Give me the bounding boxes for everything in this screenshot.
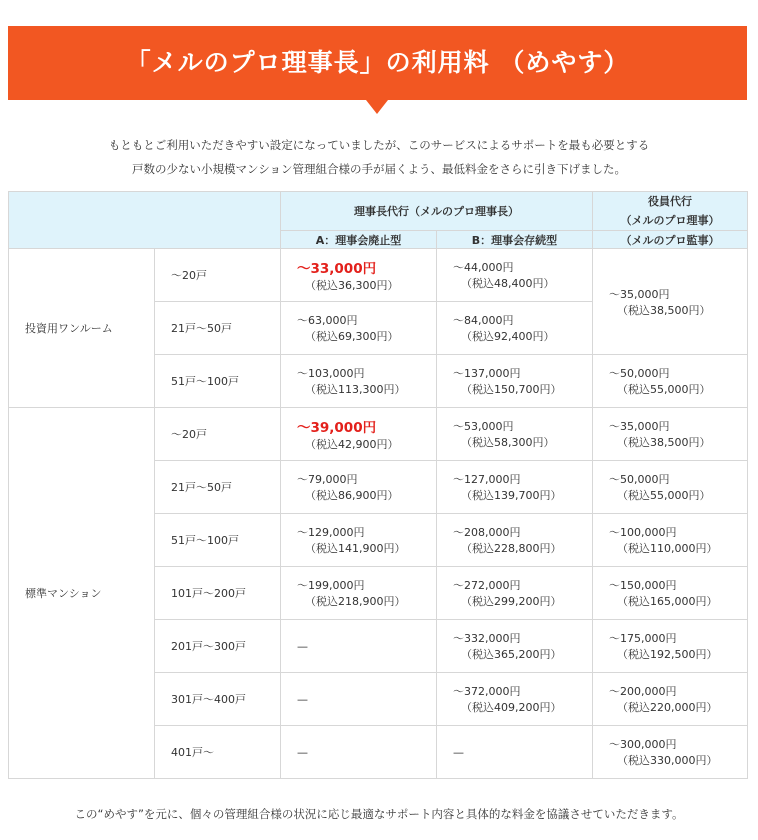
price-a-cell: [281, 514, 437, 567]
units-cell: 21戸～50戸: [155, 302, 281, 355]
price-c: ～50,000円: [609, 473, 670, 486]
price-b-tax: （税込92,400円）: [461, 330, 555, 343]
price-a-tax: （税込141,900円）: [305, 542, 406, 555]
units-cell: ～20戸: [155, 408, 281, 461]
header-yakuin: [593, 192, 748, 231]
price-a-cell: [281, 249, 437, 302]
price-a: ～129,000円: [297, 526, 365, 539]
price-b-cell: [437, 514, 593, 567]
price-c: ～150,000円: [609, 579, 677, 592]
price-c-cell: [593, 726, 748, 779]
price-b-tax: （税込150,700円）: [461, 383, 562, 396]
price-c-tax: （税込220,000円）: [617, 701, 718, 714]
price-a-cell: —: [281, 620, 437, 673]
table-row: [9, 249, 748, 302]
price-a-cell: —: [281, 673, 437, 726]
price-b: ～332,000円: [453, 632, 521, 645]
price-c-tax: （税込165,000円）: [617, 595, 718, 608]
price-b-cell: [437, 461, 593, 514]
price-c-cell: [593, 355, 748, 408]
price-a-tax: （税込218,900円）: [305, 595, 406, 608]
table-row: [9, 408, 748, 461]
price-c-cell: [593, 249, 748, 355]
price-b: ～372,000円: [453, 685, 521, 698]
price-c: ～200,000円: [609, 685, 677, 698]
header-yakuin-line1: 役員代行: [648, 195, 692, 208]
price-a-cell: [281, 461, 437, 514]
price-a-tax: （税込42,900円）: [305, 438, 399, 451]
price-b-tax: （税込48,400円）: [461, 277, 555, 290]
units-cell: 21戸～50戸: [155, 461, 281, 514]
price-b-cell: [437, 673, 593, 726]
price-b: ～272,000円: [453, 579, 521, 592]
price-table: [8, 191, 748, 779]
price-a-tax: （税込113,300円）: [305, 383, 406, 396]
price-a-highlight: ～33,000円: [297, 261, 377, 277]
price-b: ～53,000円: [453, 420, 514, 433]
price-a: ～103,000円: [297, 367, 365, 380]
price-b-cell: [437, 567, 593, 620]
units-cell: 51戸～100戸: [155, 514, 281, 567]
price-b-tax: （税込299,200円）: [461, 595, 562, 608]
units-cell: 301戸～400戸: [155, 673, 281, 726]
header-col-a: A：理事会廃止型: [281, 231, 437, 249]
price-b-cell: [437, 355, 593, 408]
price-c-tax: （税込110,000円）: [617, 542, 718, 555]
price-b-tax: （税込228,800円）: [461, 542, 562, 555]
footer-note: この“めやす”を元に、個々の管理組合様の状況に応じ最適なサポート内容と具体的な料金を協議させていただきます。: [74, 807, 684, 821]
price-b-cell: [437, 302, 593, 355]
price-a-cell: [281, 567, 437, 620]
units-cell: 51戸～100戸: [155, 355, 281, 408]
header-blank: [9, 192, 281, 249]
price-a: ～63,000円: [297, 314, 358, 327]
price-c-cell: [593, 461, 748, 514]
units-cell: 401戸～: [155, 726, 281, 779]
header-yakuin-line2: （メルのプロ理事）: [620, 214, 720, 227]
price-a-cell: —: [281, 726, 437, 779]
category-label: 標準マンション: [9, 408, 155, 779]
price-c: ～100,000円: [609, 526, 677, 539]
price-c-tax: （税込330,000円）: [617, 754, 718, 767]
price-c-tax: （税込38,500円）: [617, 303, 711, 317]
price-b: ～84,000円: [453, 314, 514, 327]
price-b-tax: （税込58,300円）: [461, 436, 555, 449]
units-cell: 201戸～300戸: [155, 620, 281, 673]
price-b-cell: [437, 408, 593, 461]
intro-line: もともとご利用いただきやすい設定になっていましたが、このサービスによるサポートを最も必要とする: [108, 138, 650, 152]
price-a-tax: （税込36,300円）: [305, 279, 399, 292]
price-c: ～35,000円: [609, 287, 670, 301]
price-c: ～50,000円: [609, 367, 670, 380]
price-b-tax: （税込365,200円）: [461, 648, 562, 661]
price-c-cell: [593, 408, 748, 461]
category-label: 投資用ワンルーム: [9, 249, 155, 408]
price-b: ～44,000円: [453, 261, 514, 274]
title-banner: [8, 26, 747, 100]
page-title: 「メルのプロ理事長」の利用料 （めやす）: [125, 48, 630, 77]
price-a-cell: [281, 408, 437, 461]
price-c-tax: （税込192,500円）: [617, 648, 718, 661]
banner-arrow-icon: [366, 100, 388, 114]
price-a: ～79,000円: [297, 473, 358, 486]
price-c: ～175,000円: [609, 632, 677, 645]
price-a-cell: [281, 355, 437, 408]
price-c-cell: [593, 514, 748, 567]
price-a: ～199,000円: [297, 579, 365, 592]
price-c-cell: [593, 620, 748, 673]
price-b-cell: [437, 249, 593, 302]
price-c-cell: [593, 567, 748, 620]
price-c: ～35,000円: [609, 420, 670, 433]
header-rijicho-group: 理事長代行（メルのプロ理事長）: [281, 192, 593, 231]
price-b: ～127,000円: [453, 473, 521, 486]
units-cell: ～20戸: [155, 249, 281, 302]
price-b-tax: （税込409,200円）: [461, 701, 562, 714]
price-c: ～300,000円: [609, 738, 677, 751]
price-a-cell: [281, 302, 437, 355]
header-yakuin-kanji: （メルのプロ監事）: [593, 231, 748, 249]
price-c-tax: （税込55,000円）: [617, 383, 711, 396]
header-col-b: B：理事会存続型: [437, 231, 593, 249]
price-c-tax: （税込38,500円）: [617, 436, 711, 449]
price-b: ～208,000円: [453, 526, 521, 539]
intro-text: [0, 133, 758, 181]
price-b-cell: [437, 620, 593, 673]
price-a-highlight: ～39,000円: [297, 420, 377, 436]
price-b: ～137,000円: [453, 367, 521, 380]
price-b-cell: —: [437, 726, 593, 779]
units-cell: 101戸～200戸: [155, 567, 281, 620]
price-a-tax: （税込86,900円）: [305, 489, 399, 502]
price-b-tax: （税込139,700円）: [461, 489, 562, 502]
intro-line: 戸数の少ない小規模マンション管理組合様の手が届くよう、最低料金をさらに引き下げました。: [132, 162, 626, 176]
price-c-tax: （税込55,000円）: [617, 489, 711, 502]
price-a-tax: （税込69,300円）: [305, 330, 399, 343]
price-c-cell: [593, 673, 748, 726]
